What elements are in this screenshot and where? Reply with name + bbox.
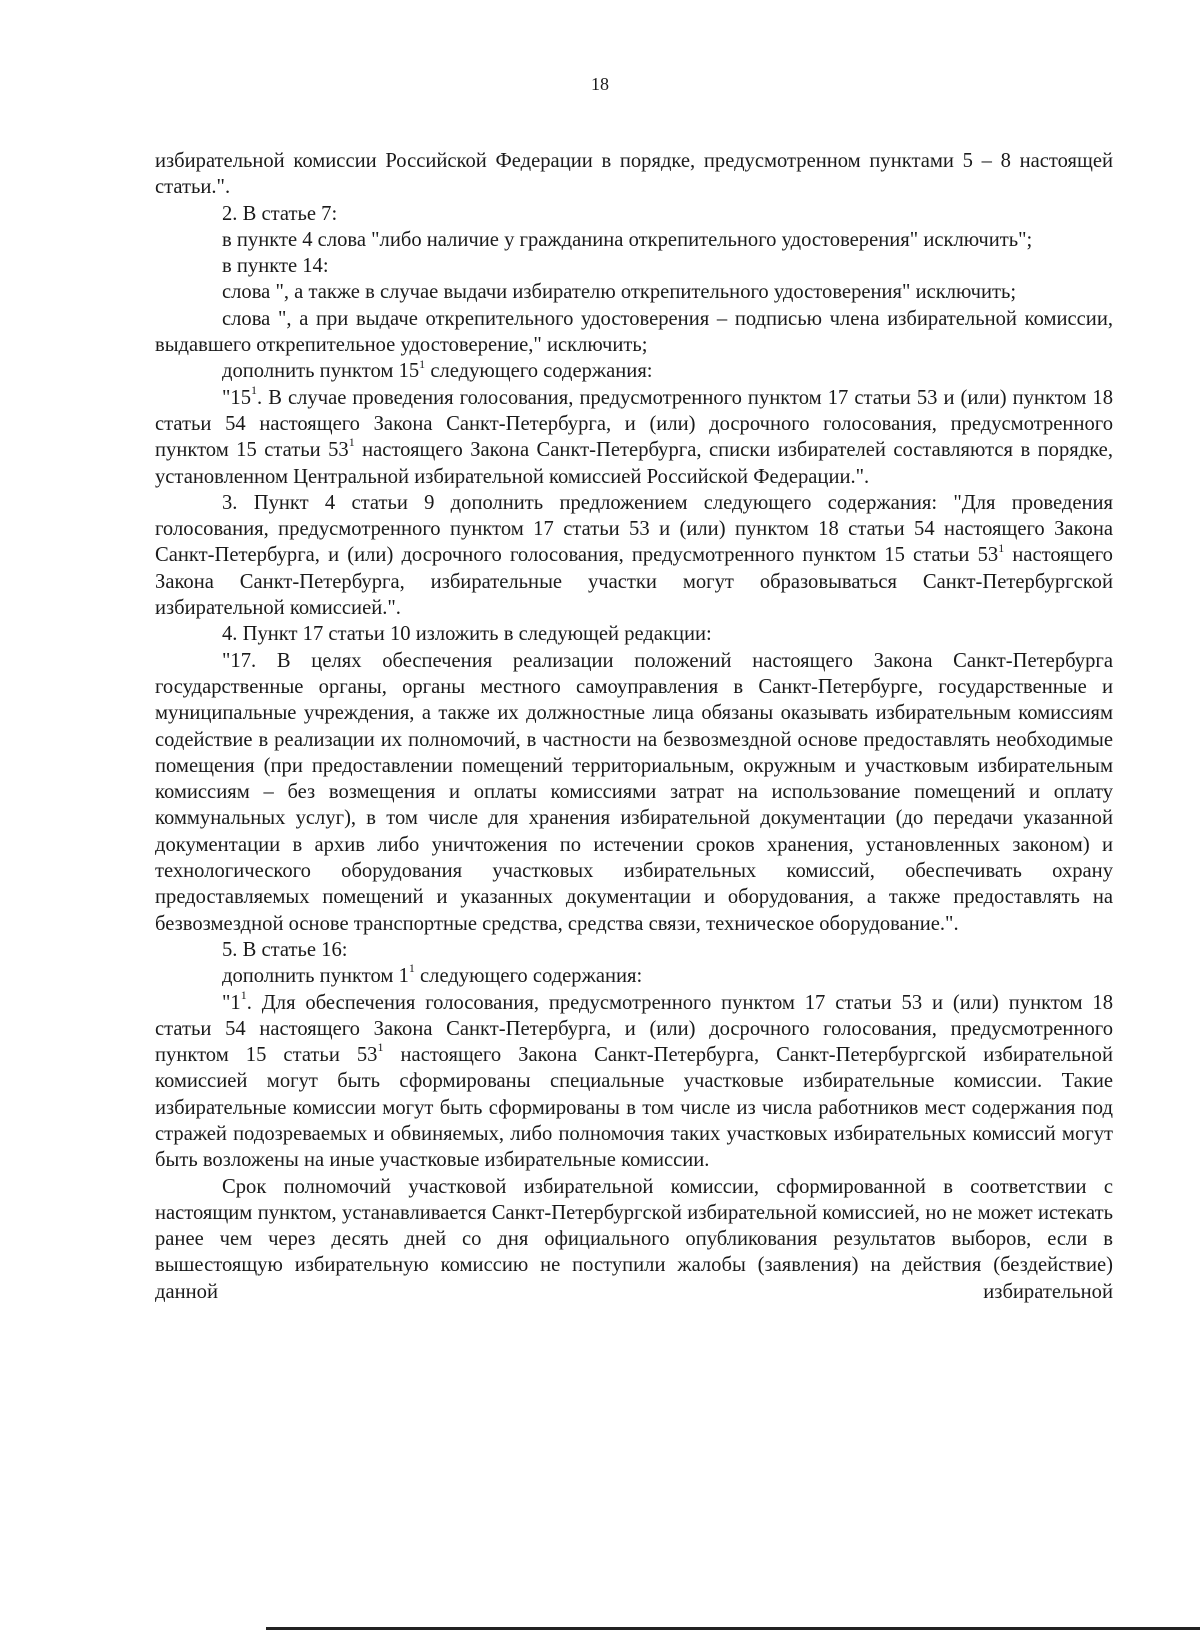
paragraph: 5. В статье 16: [222,938,348,961]
paragraph [155,382,1113,490]
paragraph: избирательной комиссии Российской Федерации в порядке, предусмотренном пунктами 5 – 8 настоящей статьи.". [155,150,1113,199]
text-run: следующего содержания: [425,360,653,383]
text-run: настоящего Закона Санкт-Петербурга, избирательные участки могут образовываться Санкт-Петербургской избирательной комиссией.". [155,544,1113,620]
text-run: . В случае проведения голосования, предусмотренного пунктом 17 статьи 53 и (или) пунктом 18 статьи 54 настоящего Закона Санкт-Петербурга, и (или) досрочного голосования, предусмотренного пунктом 15 статьи 53 [155,386,1113,462]
text-run: 3. Пункт 4 статьи 9 дополнить предложением следующего содержания: "Для проведения голосования, предусмотренного пунктом 17 статьи 53 и (или) пунктом 18 статьи 54 настоящего Закона Санкт-Петербурга, и (или) досрочного голосования, предусмотренного пунктом 15 статьи 53 [155,491,1113,567]
scan-edge-line [266,1627,1200,1630]
paragraph: "17. В целях обеспечения реализации положений настоящего Закона Санкт-Петербурга государственные органы, органы местного самоуправления в Санкт-Петербурге, государственные и муниципальные учреждения, а также их должностные лица обязаны оказывать избирательным комиссиям содействие в реализации их полномочий, в частности на безвозмездной основе предоставлять необходимые помещения (при предоставлении помещений территориальным, окружным и участковым избирательным комиссиям – без возмещения и оплаты комиссиями затрат на использование помещений и оплату коммунальных услуг), в том числе для хранения избирательной документации (до передачи указанной документации в архив либо уничтожения по истечении сроков хранения, установленных законом) и технологического оборудования участковых избирательных комиссий, обеспечивать охрану предоставляемых помещений и указанных документации и оборудования, а также предоставлять на безвозмездной основе транспортные средства, средства связи, техническое оборудование.". [155,649,1113,935]
paragraph [155,963,1113,989]
text-run: дополнить пунктом 15 [222,360,420,383]
superscript: 1 [998,540,1005,555]
text-run: "1 [222,991,241,1014]
paragraph: Срок полномочий участковой избирательной комиссии, сформированной в соответствии с настоящим пунктом, устанавливается Санкт-Петербургской избирательной комиссией, но не может истекать ранее чем через десять дней со дня официального опубликования результатов выборов, если в вышестоящую избирательную комиссию не поступили жалобы (заявления) на действия (бездействие) данной избирательной [155,1175,1113,1303]
paragraph: 2. В статье 7: [222,202,338,225]
paragraph: слова ", а при выдаче открепительного удостоверения – подписью члена избирательной комиссии, выдавшего открепительное удостоверение," исключить; [155,307,1113,357]
superscript: 1 [419,356,426,371]
text-run: настоящего Закона Санкт-Петербурга, Санкт-Петербургской избирательной комиссией могут быть сформированы специальные участковые избирательные комиссии. Такие избирательные комиссии могут быть сформированы в том числе из числа работников мест содержания под стражей подозреваемых и обвиняемых, либо полномочия таких участковых избирательных комиссий могут быть возложены на иные участковые избирательные комиссии. [155,1044,1113,1172]
superscript: 1 [240,987,247,1002]
page-number: 18 [591,74,609,94]
paragraph: в пункте 14: [222,255,329,278]
paragraph: слова ", а также в случае выдачи избирателю открепительного удостоверения" исключить; [222,281,1017,304]
text-run: "15 [222,386,252,409]
text-run: дополнить пунктом 1 [222,965,409,988]
superscript: 1 [408,961,415,976]
paragraph [155,987,1113,1174]
superscript: 1 [348,435,355,450]
text-run: следующего содержания: [414,965,643,988]
document-body [155,148,1113,1305]
text-run: настоящего Закона Санкт-Петербурга, списки избирателей составляются в порядке, установленном Центральной избирательной комиссией Российской Федерации.". [155,439,1113,488]
superscript: 1 [377,1040,384,1055]
text-run: . Для обеспечения голосования, предусмотренного пунктом 17 статьи 53 и (или) пунктом 18 статьи 54 настоящего Закона Санкт-Петербурга, и (или) досрочного голосования, предусмотренного пунктом 15 статьи 53 [155,991,1113,1067]
paragraph: в пункте 4 слова "либо наличие у гражданина открепительного удостоверения" исключить"; [222,228,1033,251]
superscript: 1 [251,382,258,397]
paragraph [155,490,1113,621]
paragraph: 4. Пункт 17 статьи 10 изложить в следующей редакции: [222,623,712,646]
paragraph [155,358,1113,384]
